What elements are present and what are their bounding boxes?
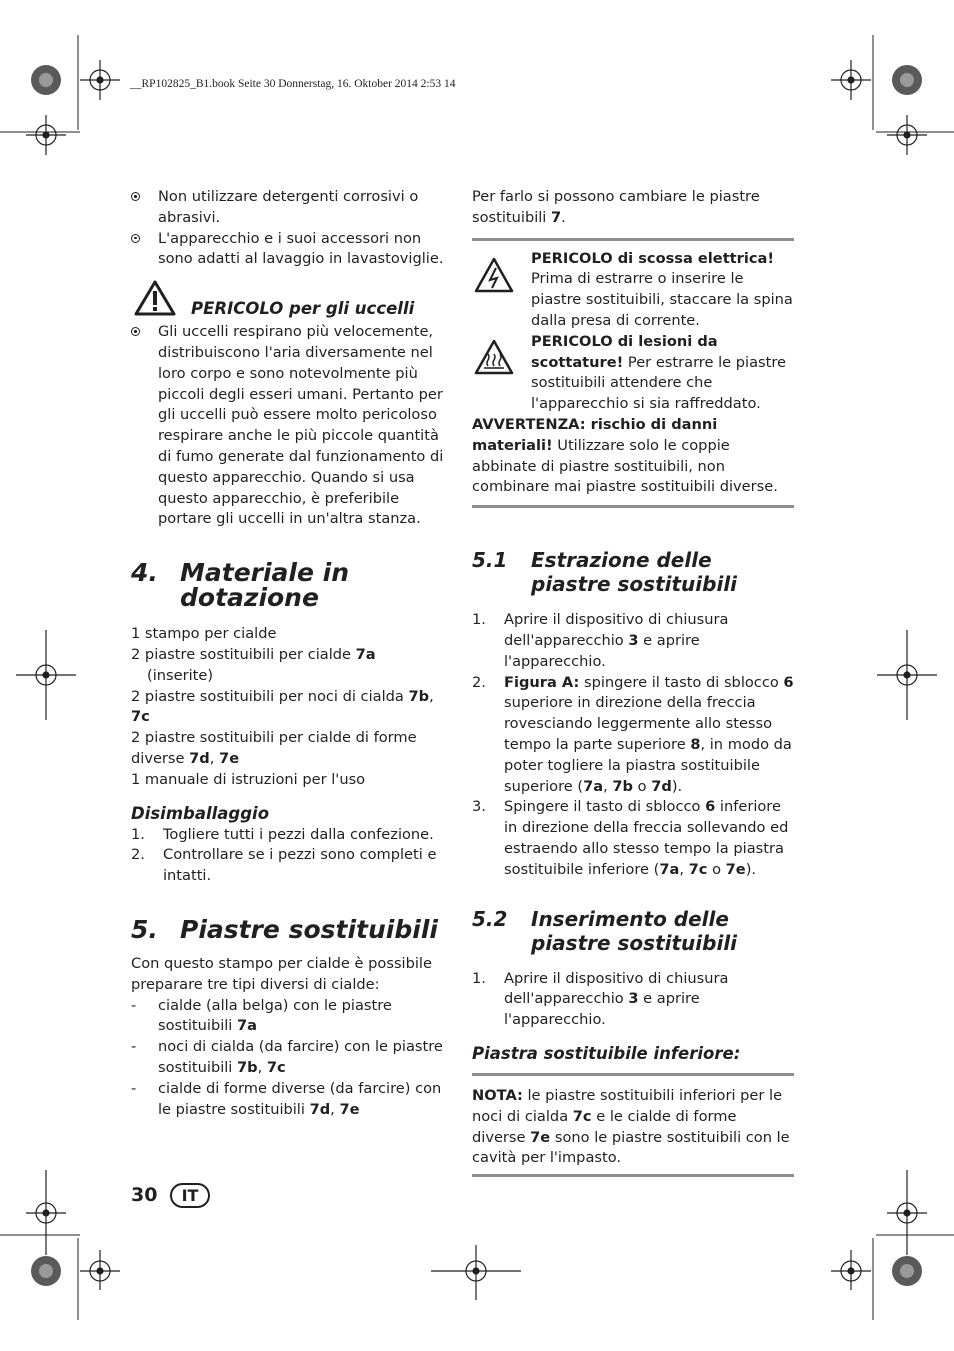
bullet-icon xyxy=(131,327,140,336)
section-5-2-title: 5.2 Inserimento delle piastre sostituibili xyxy=(472,906,738,955)
hot-surface-icon xyxy=(474,339,514,375)
electric-shock-icon xyxy=(474,257,514,293)
section-5-1-title: 5.1 Estrazione delle piastre sostituibili xyxy=(472,548,738,597)
list-item: 1. Aprire il dispositivo di chiusura dell'apparecchio 3 e aprire l'apparecchio. xyxy=(472,969,729,1029)
list-item: 2 piastre sostituibili per cialde di forme diverse 7d, 7e xyxy=(131,729,417,767)
note-box xyxy=(472,1073,794,1177)
bullet-icon xyxy=(131,234,140,243)
list-item: 1. Togliere tutti i pezzi dalla confezione. xyxy=(131,825,434,843)
removal-steps xyxy=(472,610,794,880)
warning-triangle-icon xyxy=(134,280,176,316)
list-item: 1 stampo per cialde xyxy=(131,625,277,643)
list-item: 1. Aprire il dispositivo di chiusura dell'apparecchio 3 e aprire l'apparecchio. xyxy=(472,611,729,670)
list-item: Non utilizzare detergenti corrosivi o abrasivi. xyxy=(131,187,453,229)
contents-list xyxy=(131,624,453,790)
list-item: - cialde di forme diverse (da farcire) con le piastre sostituibili 7d, 7e xyxy=(131,1079,442,1118)
section-5-intro: Con questo stampo per cialde è possibile preparare tre tipi diversi di cialde: xyxy=(131,954,432,993)
right-column xyxy=(472,187,794,1177)
list-item: - cialde (alla belga) con le piastre sostituibili 7a xyxy=(131,996,392,1035)
list-item: 2 piastre sostituibili per cialde 7a (inserite) xyxy=(131,645,376,684)
bird-warning-title: PERICOLO per gli uccelli xyxy=(191,299,415,319)
burn-warning: PERICOLO di lesioni da scottature! Per estrarre le piastre sostituibili attendere che l'apparecchio si sia raffreddato. xyxy=(472,332,794,415)
list-item: 2. Controllare se i pezzi sono completi e intatti. xyxy=(131,846,437,885)
print-header: __RP102825_B1.book Seite 30 Donnerstag, 16. Oktober 2014 2:53 14 xyxy=(130,78,456,90)
warning-box xyxy=(472,238,794,509)
lower-plate-subtitle: Piastra sostituibile inferiore: xyxy=(472,1043,741,1063)
electric-warning: PERICOLO di scossa elettrica! Prima di estrarre o inserire le piastre sostituibili, staccare la spina dalla presa di corrente. xyxy=(472,249,794,332)
language-badge: IT xyxy=(170,1183,210,1208)
list-item: 3. Spingere il tasto di sblocco 6 inferiore in direzione della freccia sollevando ed estraendo allo stesso tempo la piastra sostituibile inferiore (7a, 7c o 7e). xyxy=(472,798,789,878)
note-text: NOTA: le piastre sostituibili inferiori per le noci di cialda 7c e le cialde di forme diverse 7e sono le piastre sostituibili con le cavità per l'impasto. xyxy=(472,1086,790,1167)
list-item: 1 manuale di istruzioni per l'uso xyxy=(131,770,366,788)
list-item: Gli uccelli respirano più velocemente, distribuiscono l'aria diversamente nel loro corpo e sono notevolmente più piccoli degli esseri umani. Pertanto per gli uccelli può essere molto pericoloso respirare anche le più piccole quantità di fumo generate dal funzionamento di questo apparecchio. Quando si usa questo apparecchio, è preferibile portare gli uccelli in un'altra stanza. xyxy=(131,322,453,530)
unpack-title: Disimballaggio xyxy=(131,803,270,823)
list-item: 2 piastre sostituibili per noci di cialda 7b, 7c xyxy=(131,687,434,726)
list-item: - noci di cialda (da farcire) con le piastre sostituibili 7b, 7c xyxy=(131,1038,443,1076)
section-4-title: 4. Materiale in dotazione xyxy=(131,558,350,613)
bullet-icon xyxy=(131,192,140,201)
material-warning: AVVERTENZA: rischio di danni materiali! Utilizzare solo le coppie abbinate di piastre sostituibili, non combinare mai piastre sostituibili diverse. xyxy=(472,415,778,496)
list-item: 2. Figura A: spingere il tasto di sblocco 6 superiore in direzione della freccia rovesciando leggermente allo stesso tempo la parte superiore 8, in modo da poter togliere la piastra sostituibile superiore (7a, 7b o 7d). xyxy=(472,673,794,795)
list-item: L'apparecchio e i suoi accessori non sono adatti al lavaggio in lavastoviglie. xyxy=(131,229,453,271)
page-number: 30 xyxy=(131,1184,158,1206)
intro-paragraph: Per farlo si possono cambiare le piastre sostituibili 7. xyxy=(472,188,760,226)
section-5-title: 5. Piastre sostituibili xyxy=(131,914,438,944)
left-column xyxy=(131,187,453,1120)
bird-warning-heading xyxy=(131,284,453,318)
